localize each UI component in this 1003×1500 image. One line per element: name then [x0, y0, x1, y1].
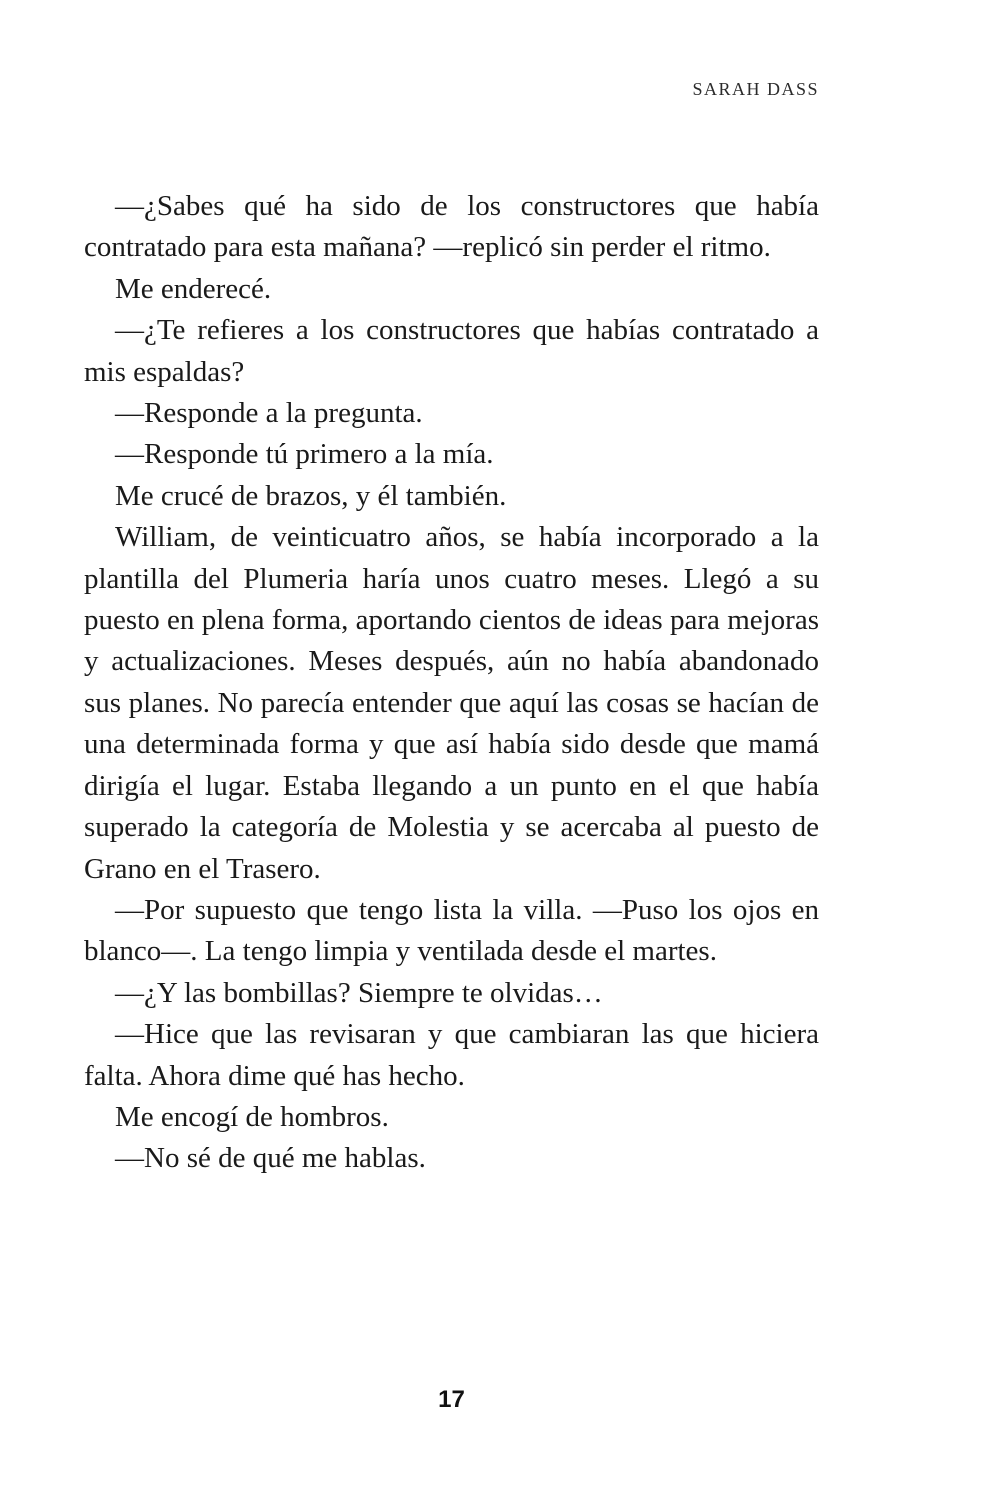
- paragraph: —¿Y las bombillas? Siempre te olvidas…: [115, 976, 603, 1009]
- paragraph: Me crucé de brazos, y él también.: [115, 479, 507, 512]
- paragraph: Me encogí de hombros.: [115, 1100, 389, 1133]
- running-header-author: SARAH DASS: [692, 79, 819, 99]
- paragraph: —No sé de qué me hablas.: [115, 1142, 426, 1175]
- paragraph: —¿Te refieres a los constructores que habías contratado a mis espaldas?: [84, 314, 819, 388]
- paragraph: —¿Sabes qué ha sido de los constructores que había contratado para esta mañana? —replicó sin perder el ritmo.: [84, 190, 819, 264]
- paragraph: —Responde tú primero a la mía.: [115, 438, 494, 471]
- paragraph: —Responde a la pregunta.: [115, 397, 423, 430]
- paragraph: —Por supuesto que tengo lista la villa. —Puso los ojos en blanco—. La tengo limpia y ventilada desde el martes.: [84, 893, 819, 968]
- paragraph: —Hice que las revisaran y que cambiaran las que hiciera falta. Ahora dime qué has hecho.: [84, 1018, 819, 1092]
- paragraph: Me enderecé.: [115, 272, 272, 305]
- paragraph: William, de veinticuatro años, se había incorporado a la plantilla del Plumeria haría unos cuatro meses. Llegó a su puesto en plena forma, aportando cientos de ideas para mejoras y actualizaciones. Meses después, aún no había abandonado sus planes. No parecía entender que aquí las cosas se hacían de una determinada forma y que así había sido desde que mamá dirigía el lugar. Estaba llegando a un punto en el que había superado la categoría de Molestia y se acercaba al puesto de Grano en el Trasero.: [84, 521, 819, 885]
- page-number: 17: [438, 1386, 465, 1413]
- body-text: [84, 186, 819, 1180]
